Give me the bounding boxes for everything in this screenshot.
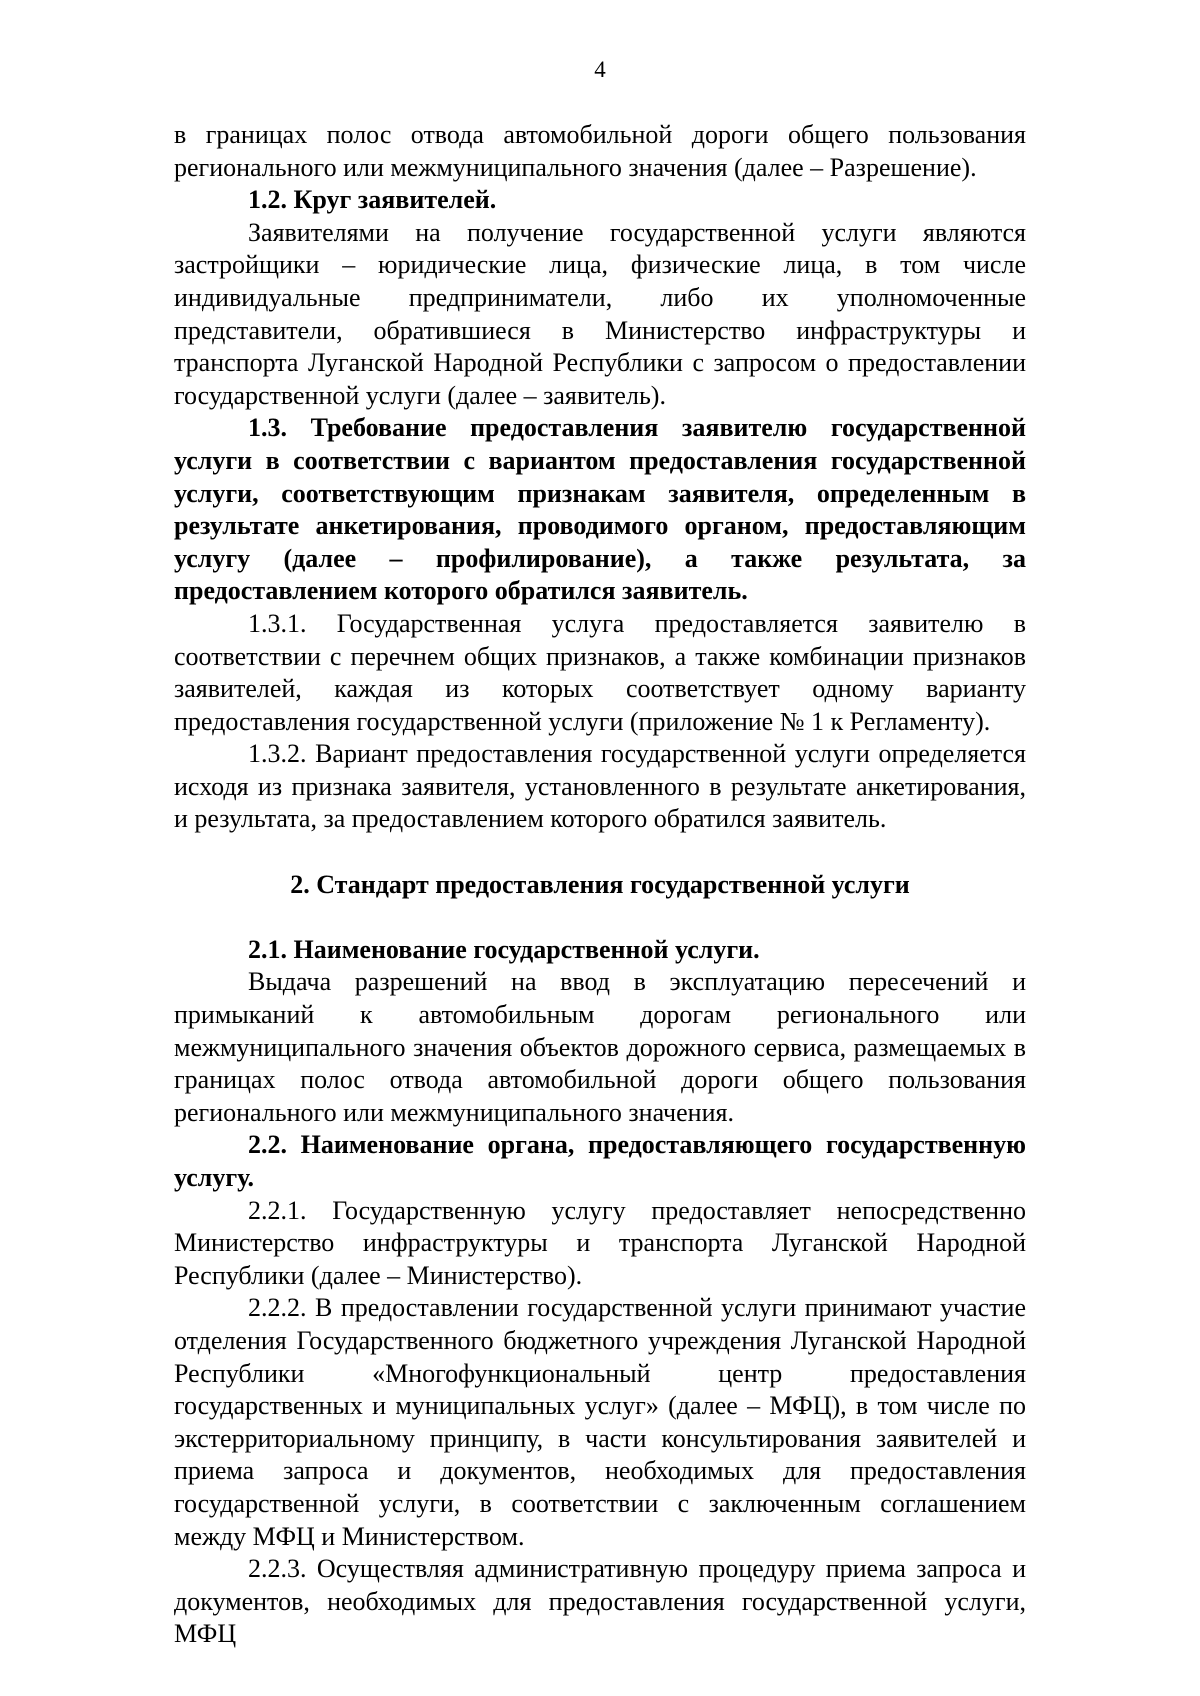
paragraph-2-2-2: 2.2.2. В предоставлении государственной услуги принимают участие отделения Государственного бюджетного учреждения Луганской Народной Республики «Многофункциональный центр предоставления государственных и муниципальных услуг» (далее – МФЦ), в том числе по экстерриториальному принципу, в части консультирования заявителей и приема запроса и документов, необходимых для предоставления государственной услуги, в соответствии с заключенным соглашением между МФЦ и Министерством. [174,1293,1026,1551]
paragraph-1-3-1: 1.3.1. Государственная услуга предоставляется заявителю в соответствии с перечнем общих признаков, а также комбинации признаков заявителей, каждая из которых соответствует одному варианту предоставления государственной услуги (приложение № 1 к Регламенту). [174,608,1026,736]
document-body [174,119,1026,1651]
heading-2-2: 2.2. Наименование органа, предоставляющего государственную услугу. [174,1130,1026,1192]
paragraph-2-1: Выдача разрешений на ввод в эксплуатацию пересечений и примыканий к автомобильным дорогам регионального или межмуниципального значения объектов дорожного сервиса, размещаемых в границах полос отвода автомобильной дороги общего пользования регионального или межмуниципального значения. [174,967,1026,1127]
paragraph-2-2-1: 2.2.1. Государственную услугу предоставляет непосредственно Министерство инфраструктуры и транспорта Луганской Народной Республики (далее – Министерство). [174,1195,1026,1290]
section-2-title: 2. Стандарт предоставления государственной услуги [290,869,910,899]
paragraph-continuation: в границах полос отвода автомобильной дороги общего пользования регионального или межмуниципального значения (далее – Разрешение). [174,120,1026,182]
paragraph-1-2: Заявителями на получение государственной услуги являются застройщики – юридические лица, физические лица, в том числе индивидуальные предприниматели, либо их уполномоченные представители, обратившиеся в Министерство инфраструктуры и транспорта Луганской Народной Республики с запросом о предоставлении государственной услуги (далее – заявитель). [174,217,1026,410]
heading-1-2: 1.2. Круг заявителей. [248,185,497,215]
paragraph-2-2-3: 2.2.3. Осуществляя административную процедуру приема запроса и документов, необходимых для предоставления государственной услуги, МФЦ [174,1554,1026,1649]
heading-2-1: 2.1. Наименование государственной услуги. [248,934,760,964]
paragraph-1-3-2: 1.3.2. Вариант предоставления государственной услуги определяется исходя из признака заявителя, установленного в результате анкетирования, и результата, за предоставлением которого обратился заявитель. [174,739,1026,834]
page-number: 4 [594,57,606,82]
heading-1-3: 1.3. Требование предоставления заявителю государственной услуги в соответствии с вариантом предоставления государственной услуги, соответствующим признакам заявителя, определенным в результате анкетирования, проводимого органом, предоставляющим услугу (далее – профилирование), а также результата, за предоставлением которого обратился заявитель. [174,413,1026,606]
